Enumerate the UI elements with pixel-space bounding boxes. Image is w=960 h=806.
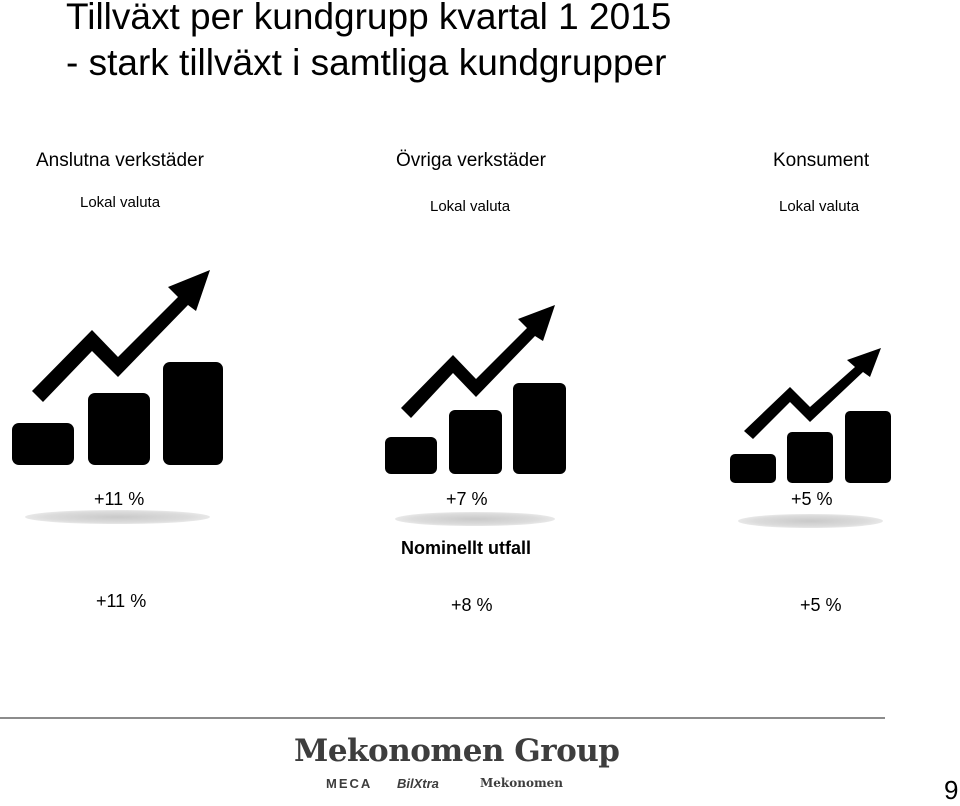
slide-title-line-2: - stark tillväxt i samtliga kundgrupper <box>66 42 667 83</box>
group-name-ovriga: Övriga verkstäder <box>396 150 546 171</box>
growth-nominal-ovriga: +8 % <box>451 595 493 615</box>
growth-nominal-anslutna: +11 % <box>96 591 147 611</box>
slide-title-line-1: Tillväxt per kundgrupp kvartal 1 2015 <box>66 0 672 37</box>
growth-chart-icon <box>383 300 568 476</box>
growth-local-ovriga: +7 % <box>446 489 488 509</box>
currency-label-konsument: Lokal valuta <box>779 198 860 215</box>
growth-local-anslutna: +11 % <box>94 489 145 509</box>
nominal-heading: Nominellt utfall <box>401 538 531 558</box>
group-name-konsument: Konsument <box>773 150 870 171</box>
icon-shadow <box>738 514 883 528</box>
growth-local-konsument: +5 % <box>791 489 833 509</box>
page-number: 9 <box>944 775 959 805</box>
currency-label-anslutna: Lokal valuta <box>80 194 161 211</box>
brand-logo-bilxtra: BilXtra <box>397 776 439 791</box>
currency-label-ovriga: Lokal valuta <box>430 198 511 215</box>
growth-chart-icon <box>10 265 225 470</box>
growth-nominal-konsument: +5 % <box>800 595 842 615</box>
mekonomen-group-logo: Mekonomen Group <box>294 733 620 769</box>
growth-chart-icon <box>728 345 893 485</box>
brand-logo-meca: MECA <box>326 776 373 791</box>
group-name-anslutna: Anslutna verkstäder <box>36 150 204 171</box>
icon-shadow <box>395 512 555 526</box>
brand-logo-mekonomen: Mekonomen <box>480 776 564 790</box>
icon-shadow <box>25 510 210 524</box>
footer-divider <box>0 717 885 719</box>
slide-title <box>66 0 671 86</box>
